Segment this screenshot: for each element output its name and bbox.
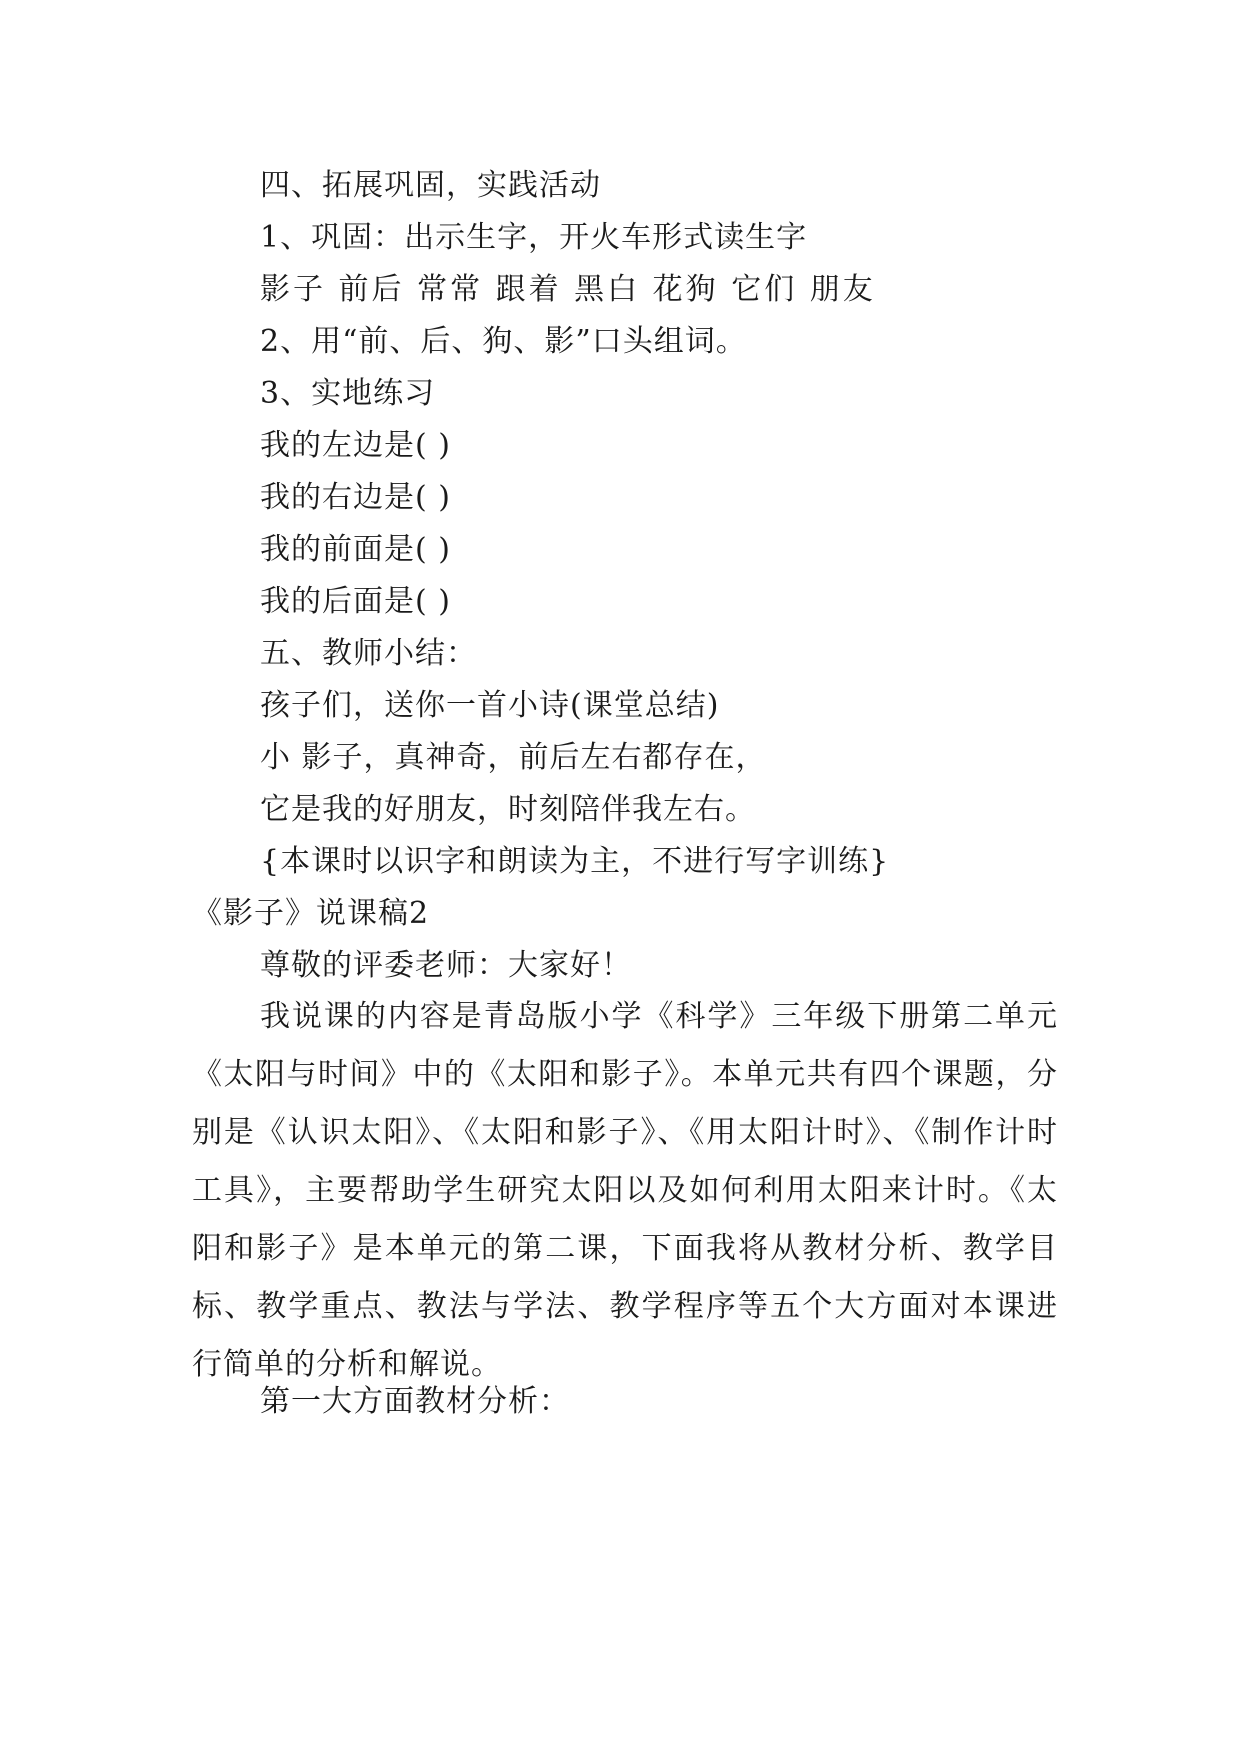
practice-right: 我的右边是( ) — [260, 480, 451, 515]
section-5-heading: 五、教师小结： — [260, 636, 477, 671]
section-4-heading: 四、拓展巩固，实践活动 — [260, 168, 601, 203]
greeting: 尊敬的评委老师：大家好！ — [260, 948, 632, 983]
item-1-consolidation: 1、巩固：出示生字，开火车形式读生字 — [260, 220, 808, 255]
item-2-word-building: 2、用“前、后、狗、影”口头组词。 — [260, 324, 747, 359]
practice-left: 我的左边是( ) — [260, 428, 451, 463]
practice-front: 我的前面是( ) — [260, 532, 451, 567]
lesson-2-title: 《影子》说课稿2 — [192, 896, 430, 931]
practice-back: 我的后面是( ) — [260, 584, 451, 619]
summary-intro: 孩子们，送你一首小诗(课堂总结) — [260, 688, 720, 723]
intro-paragraph-text: 我说课的内容是青岛版小学《科学》三年级下册第二单元《太阳与时间》中的《太阳和影子》。本单元共有四个课题，分别是《认识太阳》、《太阳和影子》、《用太阳计时》、《制作计时工具》，主要帮助学生研究太阳以及如何利用太阳来计时。《太阳和影子》是本单元的第二课，下面我将从教材分析、教学目标、教学重点、教法与学法、教学程序等五个大方面对本课进行简单的分析和解说。 — [192, 999, 1058, 1382]
lesson-note: {本课时以识字和朗读为主，不进行写字训练} — [260, 844, 890, 879]
word-list: 影子 前后 常常 跟着 黑白 花狗 它们 朋友 — [260, 272, 876, 307]
intro-paragraph — [192, 988, 1058, 1394]
item-3-practice: 3、实地练习 — [260, 376, 436, 411]
poem-line-2: 它是我的好朋友，时刻陪伴我左右。 — [260, 792, 756, 827]
section-1-heading: 第一大方面教材分析： — [260, 1384, 570, 1419]
poem-line-1: 小 影子，真神奇，前后左右都存在， — [260, 740, 767, 775]
